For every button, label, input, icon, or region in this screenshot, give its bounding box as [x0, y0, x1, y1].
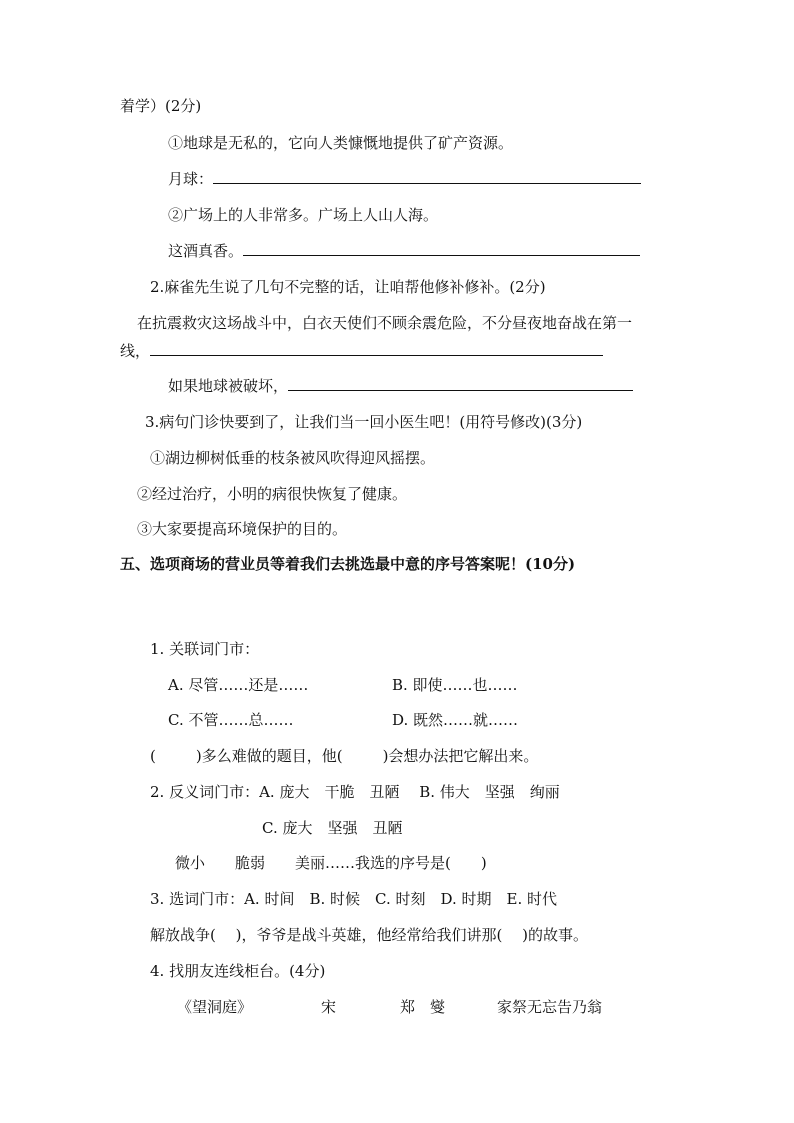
q3-sentence-3: ③大家要提高环境保护的目的。: [137, 520, 348, 538]
p2-line-1: 2. 反义词门市：A. 庞大 干脆 丑陋 B. 伟大 坚强 绚丽: [150, 783, 560, 801]
p4-item-poem[interactable]: 《望洞庭》: [177, 998, 253, 1016]
p2-line-2: C. 庞大 坚强 丑陋: [262, 819, 403, 837]
p3-line: 3. 选词门市：A. 时间 B. 时候 C. 时刻 D. 时期 E. 时代: [150, 890, 558, 908]
q2-sentence-b: 线，: [120, 342, 151, 360]
p1-option-b: B. 即使……也……: [392, 676, 518, 694]
answer-blank[interactable]: [213, 169, 641, 184]
p4-item-verse[interactable]: 家祭无忘告乃翁: [497, 998, 603, 1016]
section-5-heading: 五、选项商场的营业员等着我们去挑选最中意的序号答案呢！(10分): [120, 555, 576, 573]
p1-fill-part-3: )会想办法把它解出来。: [382, 747, 539, 765]
q2-sentence-a: 在抗震救灾这场战斗中，白衣天使们不顾余震危险，不分昼夜地奋战在第一: [137, 314, 633, 332]
p4-item-author[interactable]: 郑 燮: [400, 998, 446, 1016]
p1-option-a: A. 尽管……还是……: [168, 676, 309, 694]
intro-tail: 着学）(2分): [120, 97, 202, 115]
p4-title: 4. 找朋友连线柜台。(4分): [150, 962, 326, 980]
p1-option-c: C. 不管……总……: [168, 711, 294, 729]
q1-item1-answer-row: [168, 169, 641, 189]
p4-item-dynasty[interactable]: 宋: [321, 998, 337, 1016]
q3-title: 3.病句门诊快要到了，让我们当一回小医生吧！(用符号修改)(3分): [145, 413, 583, 431]
p2-words: 微小 脆弱 美丽……我选的序号是( ): [175, 854, 487, 872]
p1-fill-part-1: (: [150, 747, 156, 765]
q2-prompt-row: [168, 376, 633, 396]
q1-item2-prompt: 这酒真香。: [168, 242, 244, 260]
q1-item1-sentence: ①地球是无私的，它向人类慷慨地提供了矿产资源。: [168, 134, 514, 152]
q1-item1-prompt: 月球：: [168, 170, 214, 188]
q3-sentence-2: ②经过治疗，小明的病很快恢复了健康。: [137, 485, 408, 503]
p1-fill-part-2: )多么难做的题目，他(: [195, 747, 343, 765]
q2-sentence-b-row: [120, 341, 603, 361]
p1-title: 1. 关联词门市：: [150, 640, 260, 658]
q1-item2-sentence: ②广场上的人非常多。广场上人山人海。: [168, 206, 439, 224]
q1-item2-answer-row: [168, 241, 640, 261]
answer-blank[interactable]: [150, 341, 603, 356]
p3-fill: 解放战争( )，爷爷是战斗英雄，他经常给我们讲那( )的故事。: [150, 926, 588, 944]
p1-fill-sentence: [150, 746, 538, 766]
answer-blank[interactable]: [288, 376, 633, 391]
q2-prompt: 如果地球被破坏，: [168, 377, 289, 395]
answer-blank[interactable]: [243, 241, 640, 256]
p1-option-d: D. 既然……就……: [392, 711, 519, 729]
q3-sentence-1: ①湖边柳树低垂的枝条被风吹得迎风摇摆。: [150, 449, 436, 467]
q2-title: 2.麻雀先生说了几句不完整的话，让咱帮他修补修补。(2分): [150, 278, 546, 296]
